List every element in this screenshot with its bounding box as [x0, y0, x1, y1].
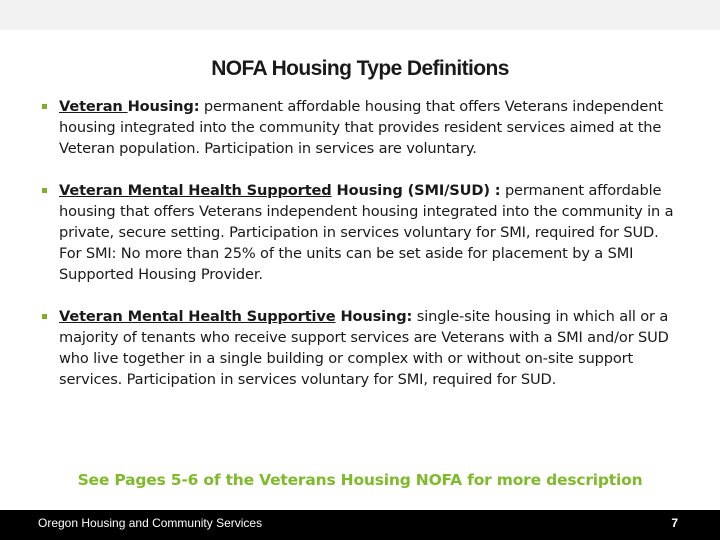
slide-title: NOFA Housing Type Definitions	[211, 57, 509, 80]
term-rest: Housing:	[127, 98, 200, 115]
definition-item-supported-housing	[42, 180, 682, 285]
see-pages-link[interactable]: See Pages 5-6 of the Veterans Housing NOFA for more description	[77, 471, 643, 489]
definition-item-supportive-housing	[42, 306, 682, 390]
definition-item-veteran-housing	[42, 96, 682, 159]
term-underlined: Veteran Mental Health Supportive	[59, 308, 336, 325]
term-underlined: Veteran	[59, 98, 128, 115]
organization-name: Oregon Housing and Community Services	[38, 516, 263, 530]
footer-bar	[0, 510, 720, 540]
top-band	[0, 0, 720, 30]
bullet-icon	[42, 188, 47, 193]
term-rest: Housing:	[335, 308, 413, 325]
definition-text: single-site housing in which all or a majority of tenants who receive support services are Veterans with a SMI and/or SUD who live together in a single building or complex with or without on-site support services. Participation in services voluntary for SMI, required for SUD.	[59, 308, 669, 388]
term-underlined: Veteran Mental Health Supported	[59, 182, 332, 199]
definition-term	[59, 98, 199, 115]
term-rest: Housing (SMI/SUD) :	[331, 182, 501, 199]
page-number: 7	[671, 516, 678, 530]
bullet-icon	[42, 104, 47, 109]
definition-text: permanent affordable housing that offers Veterans independent housing integrated into the community in a private, secure setting. Participation in services voluntary for SMI, required for SUD. For SMI: No more than 25% of the units can be set aside for placement by a SMI Supported Housing Provider.	[59, 182, 674, 283]
definition-text: permanent affordable housing that offers Veterans independent housing integrated into the community that provides resident services aimed at the Veteran population. Participation in services are voluntary.	[59, 98, 663, 157]
definitions-list	[42, 96, 682, 390]
bullet-icon	[42, 314, 47, 319]
definition-term	[59, 182, 500, 199]
definition-term	[59, 308, 412, 325]
